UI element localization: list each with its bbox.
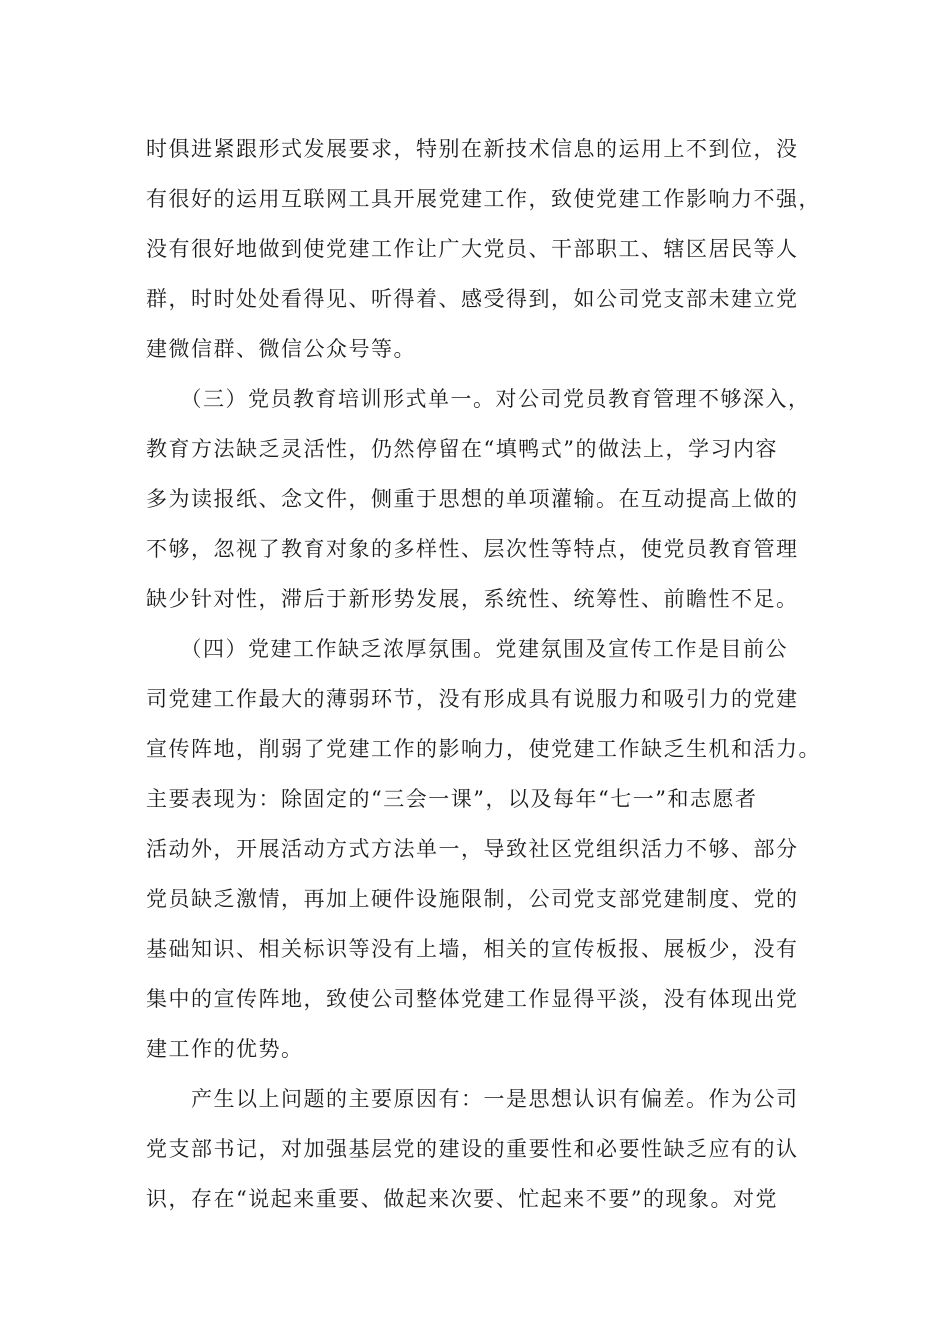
text-line: 活动外，开展活动方式方法单一，导致社区党组织活力不够、部分 bbox=[146, 837, 799, 861]
text-line: 不够，忽视了教育对象的多样性、层次性等特点，使党员教育管理 bbox=[146, 537, 799, 561]
text-line: 宣传阵地，削弱了党建工作的影响力，使党建工作缺乏生机和活力。 bbox=[146, 737, 821, 761]
text-line: 识，存在“说起来重要、做起来次要、忙起来不要”的现象。对党 bbox=[146, 1187, 778, 1211]
text-line: （三）党员教育培训形式单一。对公司党员教育管理不够深入， bbox=[146, 387, 811, 411]
text-line: 时俱进紧跟形式发展要求，特别在新技术信息的运用上不到位，没 bbox=[146, 137, 799, 161]
text-line: 司党建工作最大的薄弱环节，没有形成具有说服力和吸引力的党建 bbox=[146, 687, 799, 711]
text-line: 建微信群、微信公众号等。 bbox=[146, 337, 416, 361]
text-line: 缺少针对性，滞后于新形势发展，系统性、统筹性、前瞻性不足。 bbox=[146, 587, 799, 611]
text-line: 主要表现为：除固定的“三会一课”，以及每年“七一”和志愿者 bbox=[146, 787, 758, 811]
text-line: 有很好的运用互联网工具开展党建工作，致使党建工作影响力不强， bbox=[146, 187, 821, 211]
text-line: 没有很好地做到使党建工作让广大党员、干部职工、辖区居民等人 bbox=[146, 237, 799, 261]
text-line: 群，时时处处看得见、听得着、感受得到，如公司党支部未建立党 bbox=[146, 287, 799, 311]
text-line: 多为读报纸、念文件，侧重于思想的单项灌输。在互动提高上做的 bbox=[146, 487, 799, 511]
text-line: 基础知识、相关标识等没有上墙，相关的宣传板报、展板少，没有 bbox=[146, 937, 799, 961]
text-line: 集中的宣传阵地，致使公司整体党建工作显得平淡，没有体现出党 bbox=[146, 987, 799, 1011]
text-line: 党支部书记，对加强基层党的建设的重要性和必要性缺乏应有的认 bbox=[146, 1137, 799, 1161]
text-line: （四）党建工作缺乏浓厚氛围。党建氛围及宣传工作是目前公 bbox=[146, 637, 788, 661]
text-line: 党员缺乏激情，再加上硬件设施限制，公司党支部党建制度、党的 bbox=[146, 887, 799, 911]
text-line: 教育方法缺乏灵活性，仍然停留在“填鸭式”的做法上，学习内容 bbox=[146, 437, 778, 461]
text-line: 产生以上问题的主要原因有：一是思想认识有偏差。作为公司 bbox=[146, 1087, 799, 1111]
text-line: 建工作的优势。 bbox=[146, 1037, 304, 1061]
